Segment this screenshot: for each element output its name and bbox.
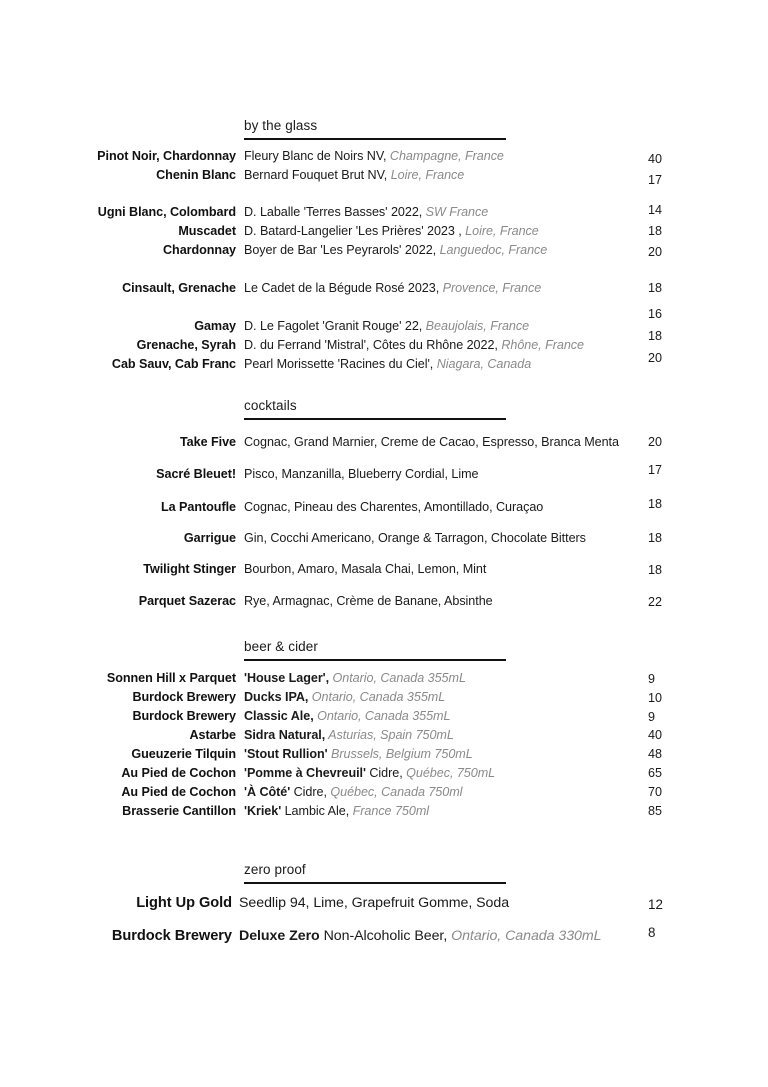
row-region: Provence, France: [439, 281, 542, 295]
menu-row[interactable]: [0, 351, 768, 376]
row-brewery: Burdock Brewery: [132, 690, 236, 704]
section-beer-and-cider: [0, 639, 768, 818]
section-cocktails: [0, 398, 768, 609]
row-price: 20: [648, 351, 663, 365]
row-cocktail-name: Parquet Sazerac: [138, 594, 236, 608]
row-ingredients: Bourbon, Amaro, Masala Chai, Lemon, Mint: [244, 562, 487, 576]
row-cocktail-name: Twilight Stinger: [143, 562, 236, 576]
row-price: 40: [648, 152, 663, 166]
row-description: [244, 804, 664, 818]
row-varietal: Cinsault, Grenache: [122, 281, 236, 295]
row-producer: Bernard Fouquet Brut NV,: [244, 168, 388, 182]
section-header: [0, 862, 768, 892]
menu-row[interactable]: [0, 531, 768, 550]
menu-row[interactable]: [0, 728, 768, 747]
row-region: SW France: [422, 205, 489, 219]
row-price: 20: [648, 245, 663, 259]
row-brewery: Au Pied de Cochon: [121, 785, 236, 799]
row-price: 16: [648, 307, 663, 321]
menu-row[interactable]: [0, 281, 768, 300]
row-price: 18: [648, 224, 663, 238]
row-product-suffix: Cidre,: [365, 766, 403, 780]
section-divider: [244, 138, 506, 140]
row-description: [244, 168, 644, 182]
row-region: Rhône, France: [497, 338, 584, 352]
section-title: cocktails: [244, 398, 297, 413]
row-description: [244, 357, 644, 371]
row-region: Ontario, Canada 355mL: [308, 690, 446, 704]
row-varietal: Pinot Noir, Chardonnay: [97, 149, 236, 163]
row-price: 40: [648, 728, 663, 742]
section-header: [0, 398, 768, 428]
row-price: 70: [648, 785, 663, 799]
row-price: 17: [648, 463, 663, 477]
row-product-suffix: Cidre,: [290, 785, 327, 799]
row-price: 65: [648, 766, 663, 780]
row-price: 48: [648, 747, 663, 761]
row-product: Classic Ale,: [244, 709, 314, 723]
row-price: 18: [648, 531, 663, 545]
menu-row[interactable]: [0, 709, 768, 728]
menu-row[interactable]: [0, 690, 768, 709]
row-ingredients: [239, 895, 659, 911]
row-description: [244, 338, 644, 352]
row-varietal: Cab Sauv, Cab Franc: [111, 357, 236, 371]
row-description: [244, 671, 664, 685]
row-description: [244, 281, 644, 295]
row-product: 'House Lager',: [244, 671, 330, 685]
menu-row[interactable]: [0, 895, 768, 914]
menu-row[interactable]: [0, 671, 768, 690]
section-divider: [244, 418, 506, 420]
row-region: Québec, 750mL: [402, 766, 496, 780]
row-varietal: Grenache, Syrah: [136, 338, 236, 352]
menu-row[interactable]: [0, 497, 768, 519]
row-brewery: Astarbe: [189, 728, 236, 742]
row-ingredients: Pisco, Manzanilla, Blueberry Cordial, Lime: [244, 467, 479, 481]
section-title: by the glass: [244, 118, 318, 133]
row-ingredients: Rye, Armagnac, Crème de Banane, Absinthe: [244, 594, 493, 608]
row-brewery: Burdock Brewery: [111, 928, 232, 944]
row-price: 85: [648, 804, 663, 818]
row-description: [244, 243, 644, 257]
row-producer: D. du Ferrand 'Mistral', Côtes du Rhône 2022,: [244, 338, 498, 352]
row-region: France 750ml: [349, 804, 430, 818]
row-brewery: Brasserie Cantillon: [122, 804, 236, 818]
row-region: Niagara, Canada: [433, 357, 532, 371]
row-price: 18: [648, 281, 663, 295]
row-price: 18: [648, 497, 663, 511]
menu-row[interactable]: [0, 925, 768, 947]
row-region: Brussels, Belgium 750mL: [327, 747, 473, 761]
row-product: Deluxe Zero: [239, 928, 320, 944]
row-brewery: Au Pied de Cochon: [121, 766, 236, 780]
row-product-name: Light Up Gold: [136, 895, 232, 911]
row-region: Ontario, Canada 330mL: [447, 928, 602, 944]
row-description: [244, 785, 664, 799]
menu-row[interactable]: [0, 224, 768, 243]
row-varietal: Gamay: [194, 319, 236, 333]
row-producer: D. Batard-Langelier 'Les Prières' 2023 ,: [244, 224, 462, 238]
row-price: 9: [648, 710, 656, 724]
row-varietal: Muscadet: [178, 224, 236, 238]
row-region: Beaujolais, France: [422, 319, 530, 333]
menu-row[interactable]: [0, 594, 768, 613]
row-price: 9: [648, 672, 656, 686]
row-cocktail-name: Garrigue: [183, 531, 236, 545]
row-varietal: Chenin Blanc: [156, 168, 236, 182]
row-product-suffix: Lambic Ale,: [281, 804, 350, 818]
section-divider: [244, 659, 506, 661]
row-price: 17: [648, 173, 663, 187]
row-cocktail-name: Sacré Bleuet!: [156, 467, 236, 481]
row-description: [244, 728, 664, 742]
row-ingredients: Cognac, Grand Marnier, Creme de Cacao, Espresso, Branca Menta: [244, 435, 619, 449]
section-divider: [244, 882, 506, 884]
row-price: 12: [648, 897, 663, 912]
menu-row[interactable]: [0, 766, 768, 785]
row-producer: Le Cadet de la Bégude Rosé 2023,: [244, 281, 440, 295]
row-producer: D. Laballe 'Terres Basses' 2022,: [244, 205, 423, 219]
menu-row[interactable]: [0, 168, 768, 187]
row-description: [244, 319, 644, 333]
row-region: Ontario, Canada 355mL: [313, 709, 451, 723]
row-varietal: Chardonnay: [163, 243, 236, 257]
row-producer: Pearl Morissette 'Racines du Ciel',: [244, 357, 434, 371]
row-region: Ontario, Canada 355mL: [329, 671, 466, 685]
row-product-suffix: Seedlip 94, Lime, Grapefruit Gomme, Soda: [239, 895, 510, 911]
menu-row[interactable]: [0, 804, 768, 823]
section-title: zero proof: [244, 862, 306, 877]
row-region: Champagne, France: [386, 149, 504, 163]
row-region: Québec, Canada 750ml: [326, 785, 463, 799]
menu-row[interactable]: [0, 149, 768, 168]
menu-row[interactable]: [0, 747, 768, 766]
row-product: 'À Côté': [244, 785, 291, 799]
row-price: 8: [648, 925, 656, 940]
row-producer: D. Le Fagolet 'Granit Rouge' 22,: [244, 319, 423, 333]
row-product: 'Kriek': [244, 804, 282, 818]
row-price: 18: [648, 563, 663, 577]
row-price: 20: [648, 435, 663, 449]
row-region: Loire, France: [461, 224, 539, 238]
row-description: [244, 149, 644, 163]
section-title: beer & cider: [244, 639, 318, 654]
row-producer: Boyer de Bar 'Les Peyrarols' 2022,: [244, 243, 437, 257]
row-brewery: Gueuzerie Tilquin: [131, 747, 236, 761]
row-brewery: Burdock Brewery: [132, 709, 236, 723]
row-brewery: Sonnen Hill x Parquet: [106, 671, 236, 685]
row-description: [244, 709, 664, 723]
row-product: Ducks IPA,: [244, 690, 309, 704]
row-cocktail-name: Take Five: [179, 435, 236, 449]
menu-row[interactable]: [0, 562, 768, 581]
section-header: [0, 118, 768, 148]
row-producer: Fleury Blanc de Noirs NV,: [244, 149, 387, 163]
row-price: 14: [648, 203, 663, 217]
row-price: 22: [648, 595, 663, 609]
row-product: 'Pomme à Chevreuil': [244, 766, 366, 780]
row-ingredients: Gin, Cocchi Americano, Orange & Tarragon, Chocolate Bitters: [244, 531, 586, 545]
row-region: Asturias, Spain 750mL: [325, 728, 454, 742]
row-ingredients: Cognac, Pineau des Charentes, Amontillado, Curaçao: [244, 500, 544, 514]
row-product: 'Stout Rullion': [244, 747, 328, 761]
row-price: 10: [648, 691, 663, 705]
row-product-suffix: Non-Alcoholic Beer,: [319, 928, 448, 944]
menu-row[interactable]: [0, 785, 768, 804]
menu-row[interactable]: [0, 435, 768, 454]
row-region: Loire, France: [387, 168, 465, 182]
row-product: Sidra Natural,: [244, 728, 326, 742]
row-cocktail-name: La Pantoufle: [161, 500, 236, 514]
row-description: [244, 690, 664, 704]
row-description: [244, 224, 644, 238]
row-price: 18: [648, 329, 663, 343]
menu-row[interactable]: [0, 463, 768, 486]
row-description: [239, 928, 659, 944]
row-description: [244, 747, 664, 761]
row-description: [244, 766, 664, 780]
section-header: [0, 639, 768, 669]
row-region: Languedoc, France: [436, 243, 548, 257]
menu-row[interactable]: [0, 243, 768, 262]
section-by-the-glass: [0, 118, 768, 371]
menu-row[interactable]: [0, 205, 768, 224]
row-description: [244, 205, 644, 219]
section-zero-proof: [0, 862, 768, 944]
row-varietal: Ugni Blanc, Colombard: [97, 205, 236, 219]
